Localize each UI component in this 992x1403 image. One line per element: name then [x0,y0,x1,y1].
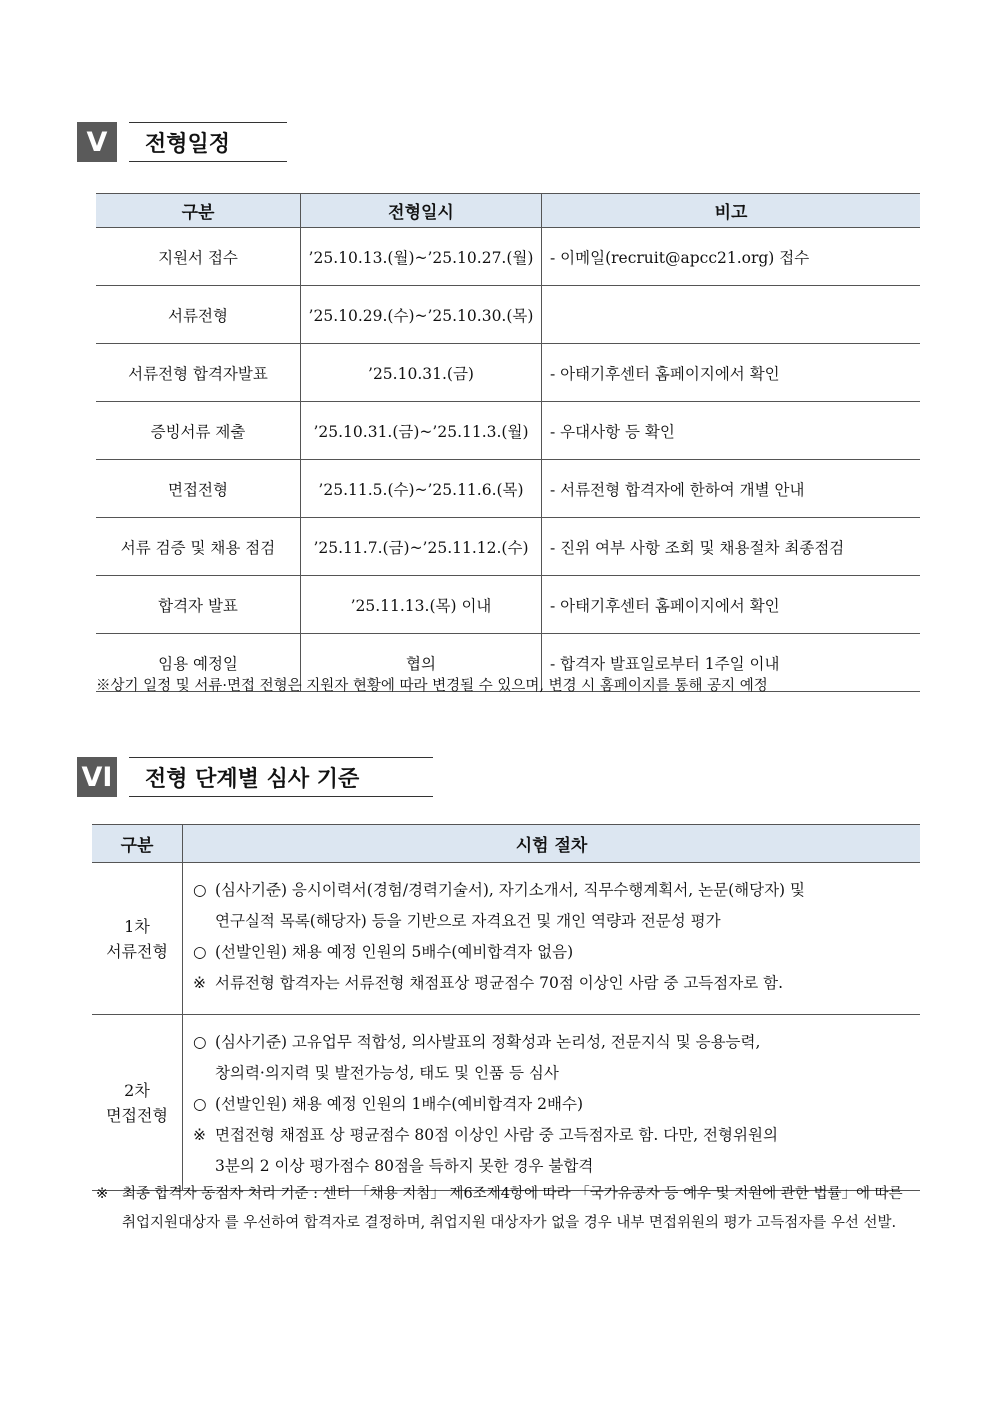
item-text-continued: 3분의 2 이상 평가점수 80점을 득하지 못한 경우 불합격 [215,1157,594,1175]
item-text-continued: 창의력·의지력 및 발전가능성, 태도 및 인품 등 심사 [215,1064,559,1082]
date-cell: ’25.10.31.(금)~’25.11.3.(월) [301,402,542,460]
bullet-icon: ○ [193,1033,207,1051]
stage-number: 1차 [124,916,150,936]
reference-mark-icon: ※ [193,974,206,992]
category-cell: 면접전형 [96,460,301,518]
section-heading-criteria [77,757,433,797]
date-cell: ’25.10.13.(월)~’25.10.27.(월) [301,228,542,286]
table-row [96,402,920,460]
category-cell: 서류전형 [96,286,301,344]
procedure-cell [183,863,921,1015]
bullet-icon: ○ [193,881,207,899]
category-cell: 지원서 접수 [96,228,301,286]
table-header-row [96,194,920,228]
table-row [96,344,920,402]
item-text: (심사기준) 고유업무 적합성, 의사발표의 정확성과 논리성, 전문지식 및 응용능력, [215,1033,761,1051]
table-row [96,228,920,286]
date-cell: ’25.10.31.(금) [301,344,542,402]
section-number: VI [77,757,117,797]
note-cell: - 우대사항 등 확인 [542,402,921,460]
date-cell: ’25.11.7.(금)~’25.11.12.(수) [301,518,542,576]
category-cell: 서류 검증 및 채용 점검 [96,518,301,576]
bullet-icon: ○ [193,943,207,961]
category-cell: 서류전형 합격자발표 [96,344,301,402]
table-row [96,286,920,344]
stage-name: 면접전형 [106,1105,168,1125]
column-header: 구분 [92,825,183,863]
stage-number: 2차 [124,1080,150,1100]
date-cell: ’25.11.5.(수)~’25.11.6.(목) [301,460,542,518]
table-row [96,518,920,576]
table-row [96,576,920,634]
list-item [193,937,910,968]
note-cell: - 아태기후센터 홈페이지에서 확인 [542,344,921,402]
list-item [193,875,910,906]
criteria-footnote [96,1180,920,1238]
category-cell: 임용 예정일 [96,634,301,692]
section-title: 전형일정 [129,122,287,162]
date-cell: ’25.11.13.(목) 이내 [301,576,542,634]
item-text: (심사기준) 응시이력서(경험/경력기술서), 자기소개서, 직무수행계획서, 논문(해당자) 및 [215,881,806,899]
list-item [193,1120,910,1151]
date-cell: ’25.10.29.(수)~’25.10.30.(목) [301,286,542,344]
table-row [96,460,920,518]
table-row [92,863,920,1015]
column-header: 구분 [96,194,301,228]
schedule-table [96,193,920,692]
table-row [92,1015,920,1191]
item-text: 서류전형 합격자는 서류전형 채점표상 평균점수 70점 이상인 사람 중 고득점자로 함. [215,974,784,992]
stage-name: 서류전형 [106,941,168,961]
item-text: 면접전형 채점표 상 평균점수 80점 이상인 사람 중 고득점자로 함. 다만, 전형위원의 [215,1126,778,1144]
table-header-row [92,825,920,863]
bullet-icon: ○ [193,1095,207,1113]
reference-mark-icon: ※ [96,1186,109,1202]
schedule-footnote: ※상기 일정 및 서류·면접 전형은 지원자 현황에 따라 변경될 수 있으며, 변경 시 홈페이지를 통해 공지 예정 [96,678,768,694]
date-cell: 협의 [301,634,542,692]
category-cell: 증빙서류 제출 [96,402,301,460]
item-text: (선발인원) 채용 예정 인원의 1배수(예비합격자 2배수) [215,1095,584,1113]
list-item [193,1089,910,1120]
column-header: 비고 [542,194,921,228]
list-item [193,1027,910,1058]
section-title: 전형 단계별 심사 기준 [129,757,433,797]
stage-cell [92,863,183,1015]
reference-mark-icon: ※ [193,1126,206,1144]
footnote-text: 최종 합격자 동점자 처리 기준 : 센터 「채용 지침」 제6조제4항에 따라 「국가유공자 등 예우 및 지원에 관한 법률」에 따른 취업지원대상자 를 우선하여 합격자로 결정하며, 취업지원 대상자가 없을 경우 내부 면접위원의 평가 고득점자를 우선 선발. [122,1186,903,1231]
procedure-cell [183,1015,921,1191]
column-header: 전형일시 [301,194,542,228]
section-heading-schedule [77,122,287,162]
category-cell: 합격자 발표 [96,576,301,634]
note-cell: - 진위 여부 사항 조회 및 채용절차 최종점검 [542,518,921,576]
section-number: V [77,122,117,162]
item-text-continued: 연구실적 목록(해당자) 등을 기반으로 자격요건 및 개인 역량과 전문성 평가 [215,912,721,930]
note-cell [542,286,921,344]
note-cell: - 합격자 발표일로부터 1주일 이내 [542,634,921,692]
column-header: 시험 절차 [183,825,921,863]
stage-cell [92,1015,183,1191]
note-cell: - 이메일(recruit@apcc21.org) 접수 [542,228,921,286]
note-cell: - 아태기후센터 홈페이지에서 확인 [542,576,921,634]
list-item [193,968,910,999]
item-text: (선발인원) 채용 예정 인원의 5배수(예비합격자 없음) [215,943,574,961]
criteria-table [92,824,920,1191]
note-cell: - 서류전형 합격자에 한하여 개별 안내 [542,460,921,518]
